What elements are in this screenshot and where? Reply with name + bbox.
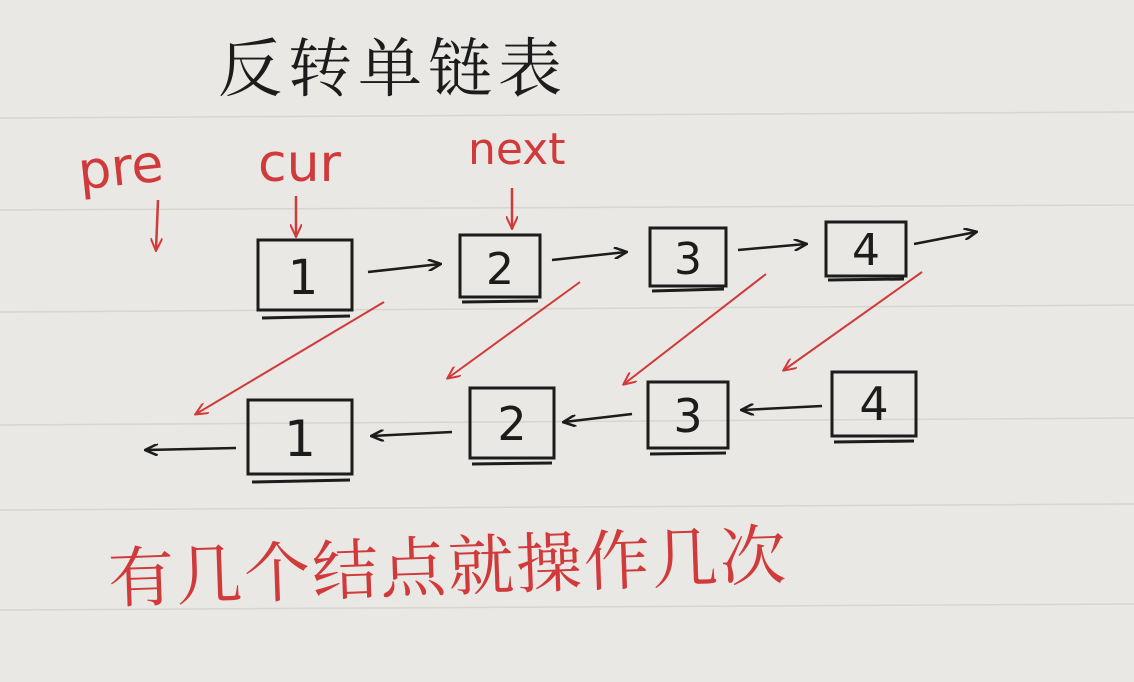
top-node-2 <box>460 235 540 302</box>
bottom-list <box>248 372 916 482</box>
top-node-1-label: 1 <box>287 250 319 306</box>
bottom-node-2 <box>470 388 554 464</box>
cur-pointer-label: cur <box>258 134 341 194</box>
next-pointer-label: next <box>468 124 566 175</box>
top-node-3 <box>650 228 726 291</box>
bottom-node-1-label: 1 <box>284 410 316 468</box>
top-node-4 <box>826 222 906 280</box>
top-node-2-label: 2 <box>486 244 514 295</box>
bottom-node-4-label: 4 <box>859 377 889 431</box>
bottom-node-1 <box>248 400 352 482</box>
pre-pointer-label: pre <box>75 133 167 203</box>
arrow-4-to-3 <box>742 406 822 410</box>
arrow-3-to-4 <box>738 244 806 250</box>
diagram-title: 反转单链表 <box>218 33 568 107</box>
bottom-node-4 <box>832 372 916 442</box>
top-node-3-label: 3 <box>674 234 702 285</box>
top-node-1 <box>258 240 352 318</box>
top-list <box>258 222 906 318</box>
arrow-1-to-null <box>146 448 236 450</box>
arrow-2-to-3 <box>552 252 626 260</box>
arrow-2-to-1 <box>372 432 452 436</box>
bottom-node-2-label: 2 <box>497 397 527 451</box>
bottom-node-3-label: 3 <box>673 389 703 443</box>
pre-pointer-arrow <box>156 200 158 250</box>
bottom-node-3 <box>648 382 728 454</box>
note-text: 有几个结点就操作几次 <box>106 517 790 618</box>
arrow-1-to-2 <box>368 264 440 272</box>
transform-arrow-4 <box>784 272 922 370</box>
top-node-4-label: 4 <box>852 225 880 276</box>
arrow-4-to-null <box>914 232 976 244</box>
